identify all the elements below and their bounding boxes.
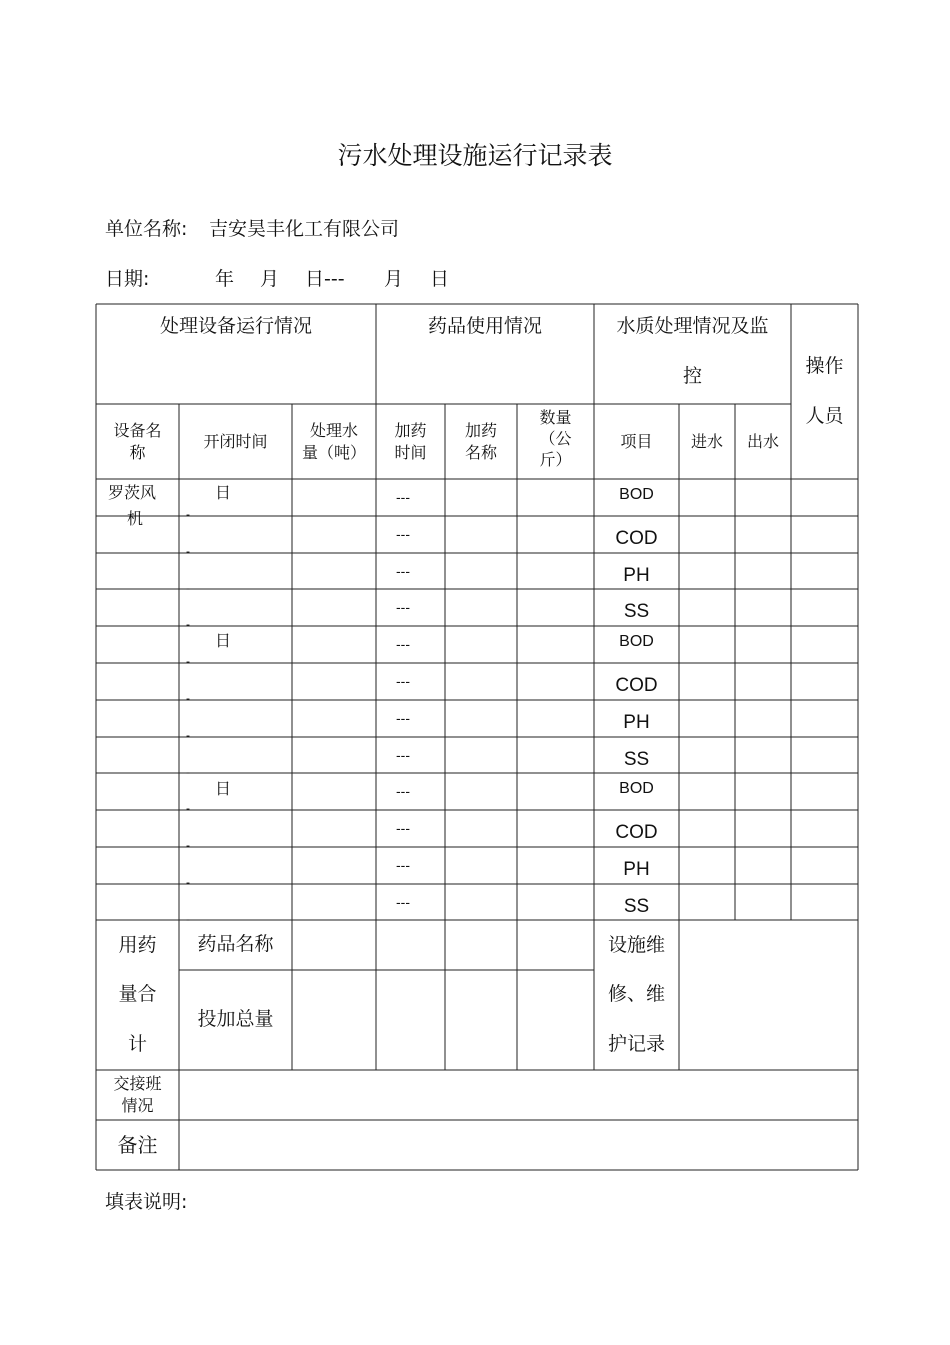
date-month-1: 月 [260,268,280,290]
dose-time-dash: --- [396,710,410,726]
col-equipment-name-line1: 设备名 [113,420,162,440]
time-dash: - [186,801,190,815]
maintenance-record-label [594,920,679,1070]
time-dash: - [186,838,190,852]
col-treated-volume [292,404,376,479]
page-title: 污水处理设施运行记录表 [337,141,613,170]
maintenance-line2: 修、维 [607,983,665,1006]
col-equipment-name-line2: 称 [129,442,146,462]
summary-label-line3: 计 [127,1032,147,1055]
header-equipment: 处理设备运行情况 [159,314,312,337]
day-mark-2: 日 [215,631,232,650]
col-dose-name [445,404,517,479]
time-dash: - [186,507,190,521]
date-day-2: 日 [430,268,450,290]
header-operator [791,304,858,479]
col-dose-time-line2: 时间 [394,442,427,462]
time-dash: - [186,617,190,631]
handover-label [96,1070,179,1120]
dose-time-dash: --- [396,636,410,652]
equipment-name-line2: 机 [127,508,144,528]
col-dose-name-line1: 加药 [464,420,497,440]
col-inflow: 进水 [690,431,723,451]
item-label: BOD [619,780,654,797]
col-equipment-name [96,404,179,479]
item-label: SS [623,601,650,622]
dose-time-dash: --- [396,489,410,505]
dose-time-dash: --- [396,747,410,763]
time-dash: - [186,654,190,668]
col-open-close-time: 开闭时间 [203,431,268,451]
fill-instructions-label: 填表说明: [105,1191,188,1213]
dose-time-dash: --- [396,526,410,542]
header-water-quality-line1: 水质处理情况及监 [616,314,769,337]
date-month-2: 月 [384,268,404,290]
summary-label [96,920,179,1070]
col-outflow: 出水 [746,431,779,451]
col-quantity-line2: （公 [539,429,572,449]
equipment-name-line1: 罗茨风 [108,483,157,502]
col-dose-name-line2: 名称 [464,442,497,462]
header-operator-line2: 人员 [805,404,844,427]
header-water-quality-line2: 控 [682,364,702,387]
col-treated-volume-line2: 量（吨） [301,442,366,462]
handover-line2: 情况 [121,1096,154,1115]
unit-label: 单位名称: [105,218,188,240]
col-dose-time [376,404,445,479]
item-label: BOD [619,633,654,650]
item-label: PH [623,859,650,880]
time-dash: - [186,581,190,595]
dose-time-dash: --- [396,563,410,579]
item-label: COD [615,528,658,549]
time-dash: - [186,728,190,742]
dose-time-dash: --- [396,857,410,873]
col-dose-time-line1: 加药 [394,420,427,440]
dose-time-dash: --- [396,894,410,910]
item-label: SS [623,749,650,770]
item-label: COD [615,822,658,843]
item-label: PH [623,712,650,733]
col-treated-volume-line1: 处理水 [309,420,358,440]
time-dash: - [186,912,190,926]
dose-time-dash: --- [396,673,410,689]
unit-name: 吉安昊丰化工有限公司 [209,218,400,240]
date-label: 日期: [105,268,150,290]
header-chemicals: 药品使用情况 [427,314,542,337]
maintenance-line3: 护记录 [607,1032,665,1055]
handover-line1: 交接班 [113,1073,162,1093]
maintenance-line1: 设施维 [607,933,665,956]
col-item: 项目 [620,431,653,451]
dose-time-dash: --- [396,820,410,836]
col-quantity-line3: 斤） [539,449,572,469]
time-dash: - [186,691,190,705]
summary-label-line1: 用药 [118,933,157,956]
col-quantity [517,400,594,479]
header-operator-line1: 操作 [805,355,844,378]
time-dash: - [186,765,190,779]
summary-drug-name: 药品名称 [197,933,274,956]
item-label: COD [615,675,658,696]
equipment-name-cell [108,480,156,531]
time-dash: - [186,544,190,558]
remarks-label: 备注 [117,1132,158,1157]
date-day-1: 日--- [305,268,345,290]
dose-time-dash: --- [396,599,410,615]
date-year: 年 [215,268,235,290]
time-dash: - [186,875,190,889]
col-quantity-line1: 数量 [539,408,572,428]
summary-total-added: 投加总量 [197,1008,274,1031]
summary-label-line2: 量合 [118,983,157,1006]
item-label: SS [623,896,650,917]
day-mark-1: 日 [215,483,232,502]
item-label: PH [623,565,650,586]
day-mark-3: 日 [215,779,232,798]
item-label: BOD [619,486,654,503]
dose-time-dash: --- [396,783,410,799]
